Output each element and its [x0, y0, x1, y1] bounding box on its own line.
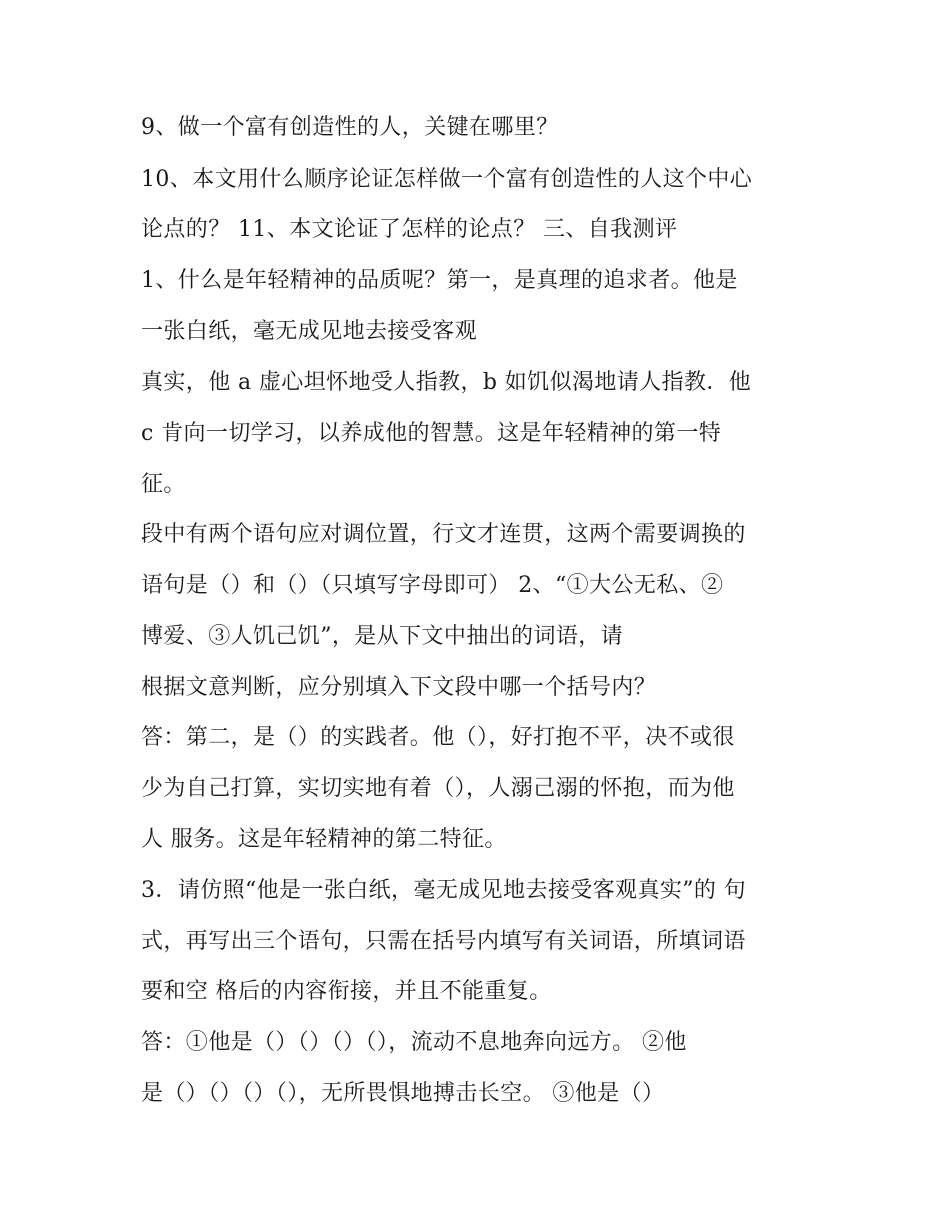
- text-line: 论点的？ 11、本文论证了怎样的论点？ 三、自我测评: [141, 217, 678, 242]
- text-line: 征。: [141, 472, 186, 497]
- text-line: 人 服务。这是年轻精神的第二特征。: [141, 827, 507, 852]
- text-line: 答：①他是（）（）（）（），流动不息地奔向远方。 ②他: [141, 1030, 687, 1055]
- text-line: 10、本文用什么顺序论证怎样做一个富有创造性的人这个中心: [141, 167, 753, 192]
- text-line: 少为自己打算，实切实地有着（），人溺己溺的怀抱，而为他: [141, 776, 735, 801]
- text-line: c 肯向一切学习，以养成他的智慧。这是年轻精神的第一特: [141, 421, 722, 446]
- text-line: 要和空 格后的内容衔接，并且不能重复。: [141, 979, 552, 1004]
- text-line: 一张白纸，毫无成见地去接受客观: [141, 319, 478, 344]
- text-line: 式，再写出三个语句，只需在括号内填写有关词语，所填词语: [141, 929, 746, 954]
- text-line: 语句是（）和（）（只填写字母即可） 2、“①大公无私、②: [141, 573, 724, 598]
- text-line: 答：第二，是（）的实践者。他（），好打抱不平，决不或很: [141, 725, 735, 750]
- text-line: 真实，他 a 虚心坦怀地受人指教，b 如饥似渴地请人指教．他: [141, 370, 752, 395]
- text-line: 9、做一个富有创造性的人，关键在哪里？: [141, 115, 559, 140]
- text-line: 1、什么是年轻精神的品质呢？第一，是真理的追求者。他是: [141, 268, 738, 293]
- text-line: 是（）（）（）（），无所畏惧地搏击长空。 ③他是（）: [141, 1081, 665, 1106]
- text-line: 根据文意判断，应分别填入下文段中哪一个括号内？: [141, 675, 657, 700]
- text-line: 博爱、③人饥己饥”，是从下文中抽出的词语，请: [141, 624, 624, 649]
- text-line: 段中有两个语句应对调位置，行文才连贯，这两个需要调换的: [141, 522, 746, 547]
- text-line: 3．请仿照“他是一张白纸，毫无成见地去接受客观真实”的 句: [141, 878, 747, 903]
